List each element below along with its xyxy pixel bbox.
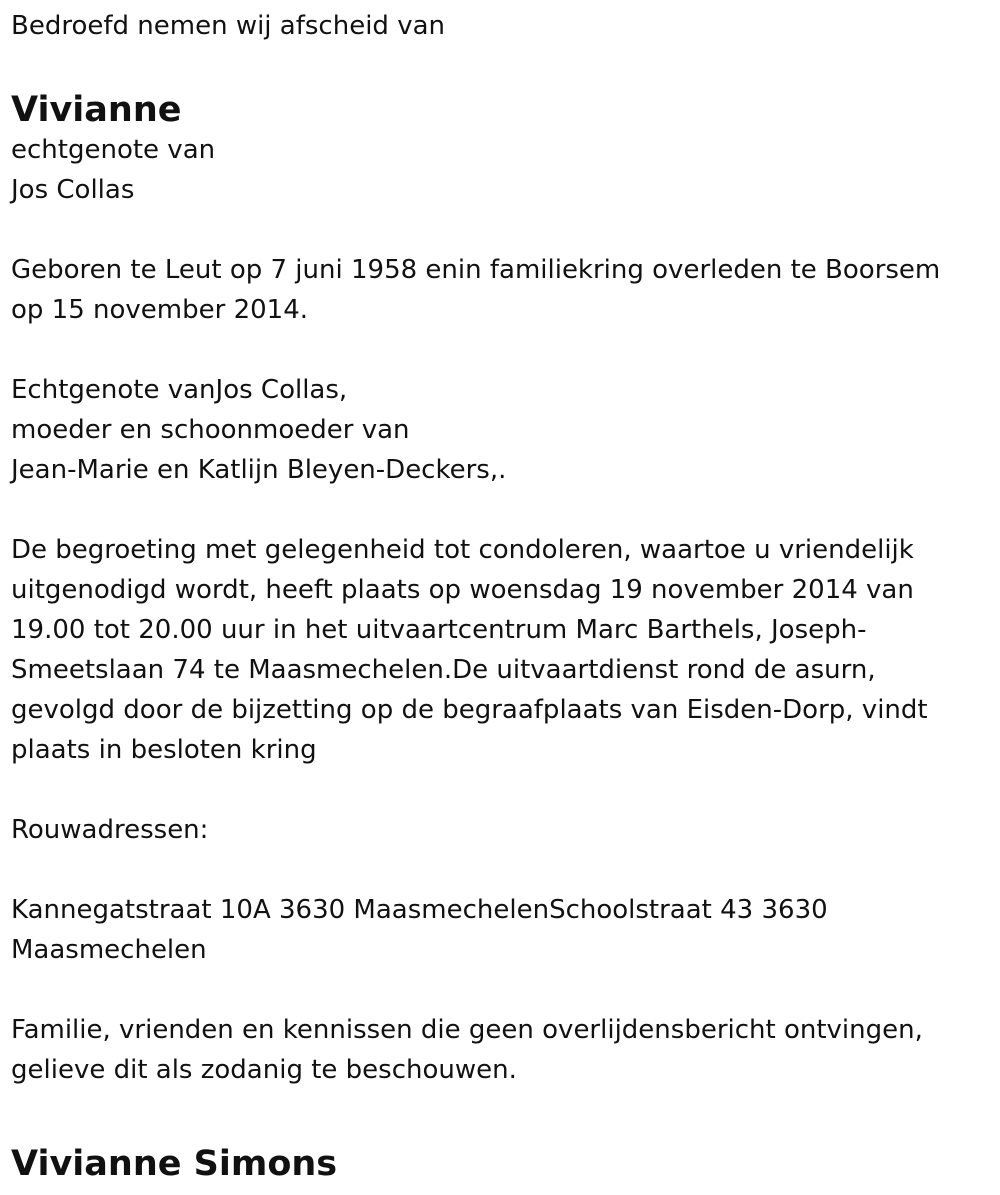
family-paragraph: Echtgenote vanJos Collas, moeder en schoonmoeder van Jean-Marie en Katlijn Bleyen-Deckers,. (11, 375, 507, 485)
birth-death-paragraph: Geboren te Leut op 7 juni 1958 enin familiekring overleden te Boorsem op 15 november 2014. (11, 255, 941, 325)
deceased-full-name: Vivianne Simons (11, 1144, 338, 1184)
ceremony-paragraph: De begroeting met gelegenheid tot condoleren, waartoe u vriendelijk uitgenodigd wordt, heeft plaats op woensdag 19 november 2014 van 19.00 tot 20.00 uur in het uitvaartcentrum Marc Barthels, Joseph- Smeetslaan 74 te Maasmechelen.De uitvaartdienst rond de asurn, gevolgd door de bijzetting op de begraafplaats van Eisden-Dorp, vindt plaats in besloten kring (11, 535, 928, 765)
closing-paragraph: Familie, vrienden en kennissen die geen overlijdensbericht ontvingen, gelieve dit als zodanig te beschouwen. (11, 1015, 923, 1085)
addresses-paragraph: Kannegatstraat 10A 3630 MaasmechelenSchoolstraat 43 3630 Maasmechelen (11, 895, 828, 965)
deceased-first-name: Vivianne (11, 90, 182, 130)
obituary-notice (0, 6, 1000, 1195)
addresses-label: Rouwadressen: (11, 815, 209, 845)
intro-line: Bedroefd nemen wij afscheid van (11, 11, 445, 41)
spouse-lines: echtgenote van Jos Collas (11, 135, 216, 205)
